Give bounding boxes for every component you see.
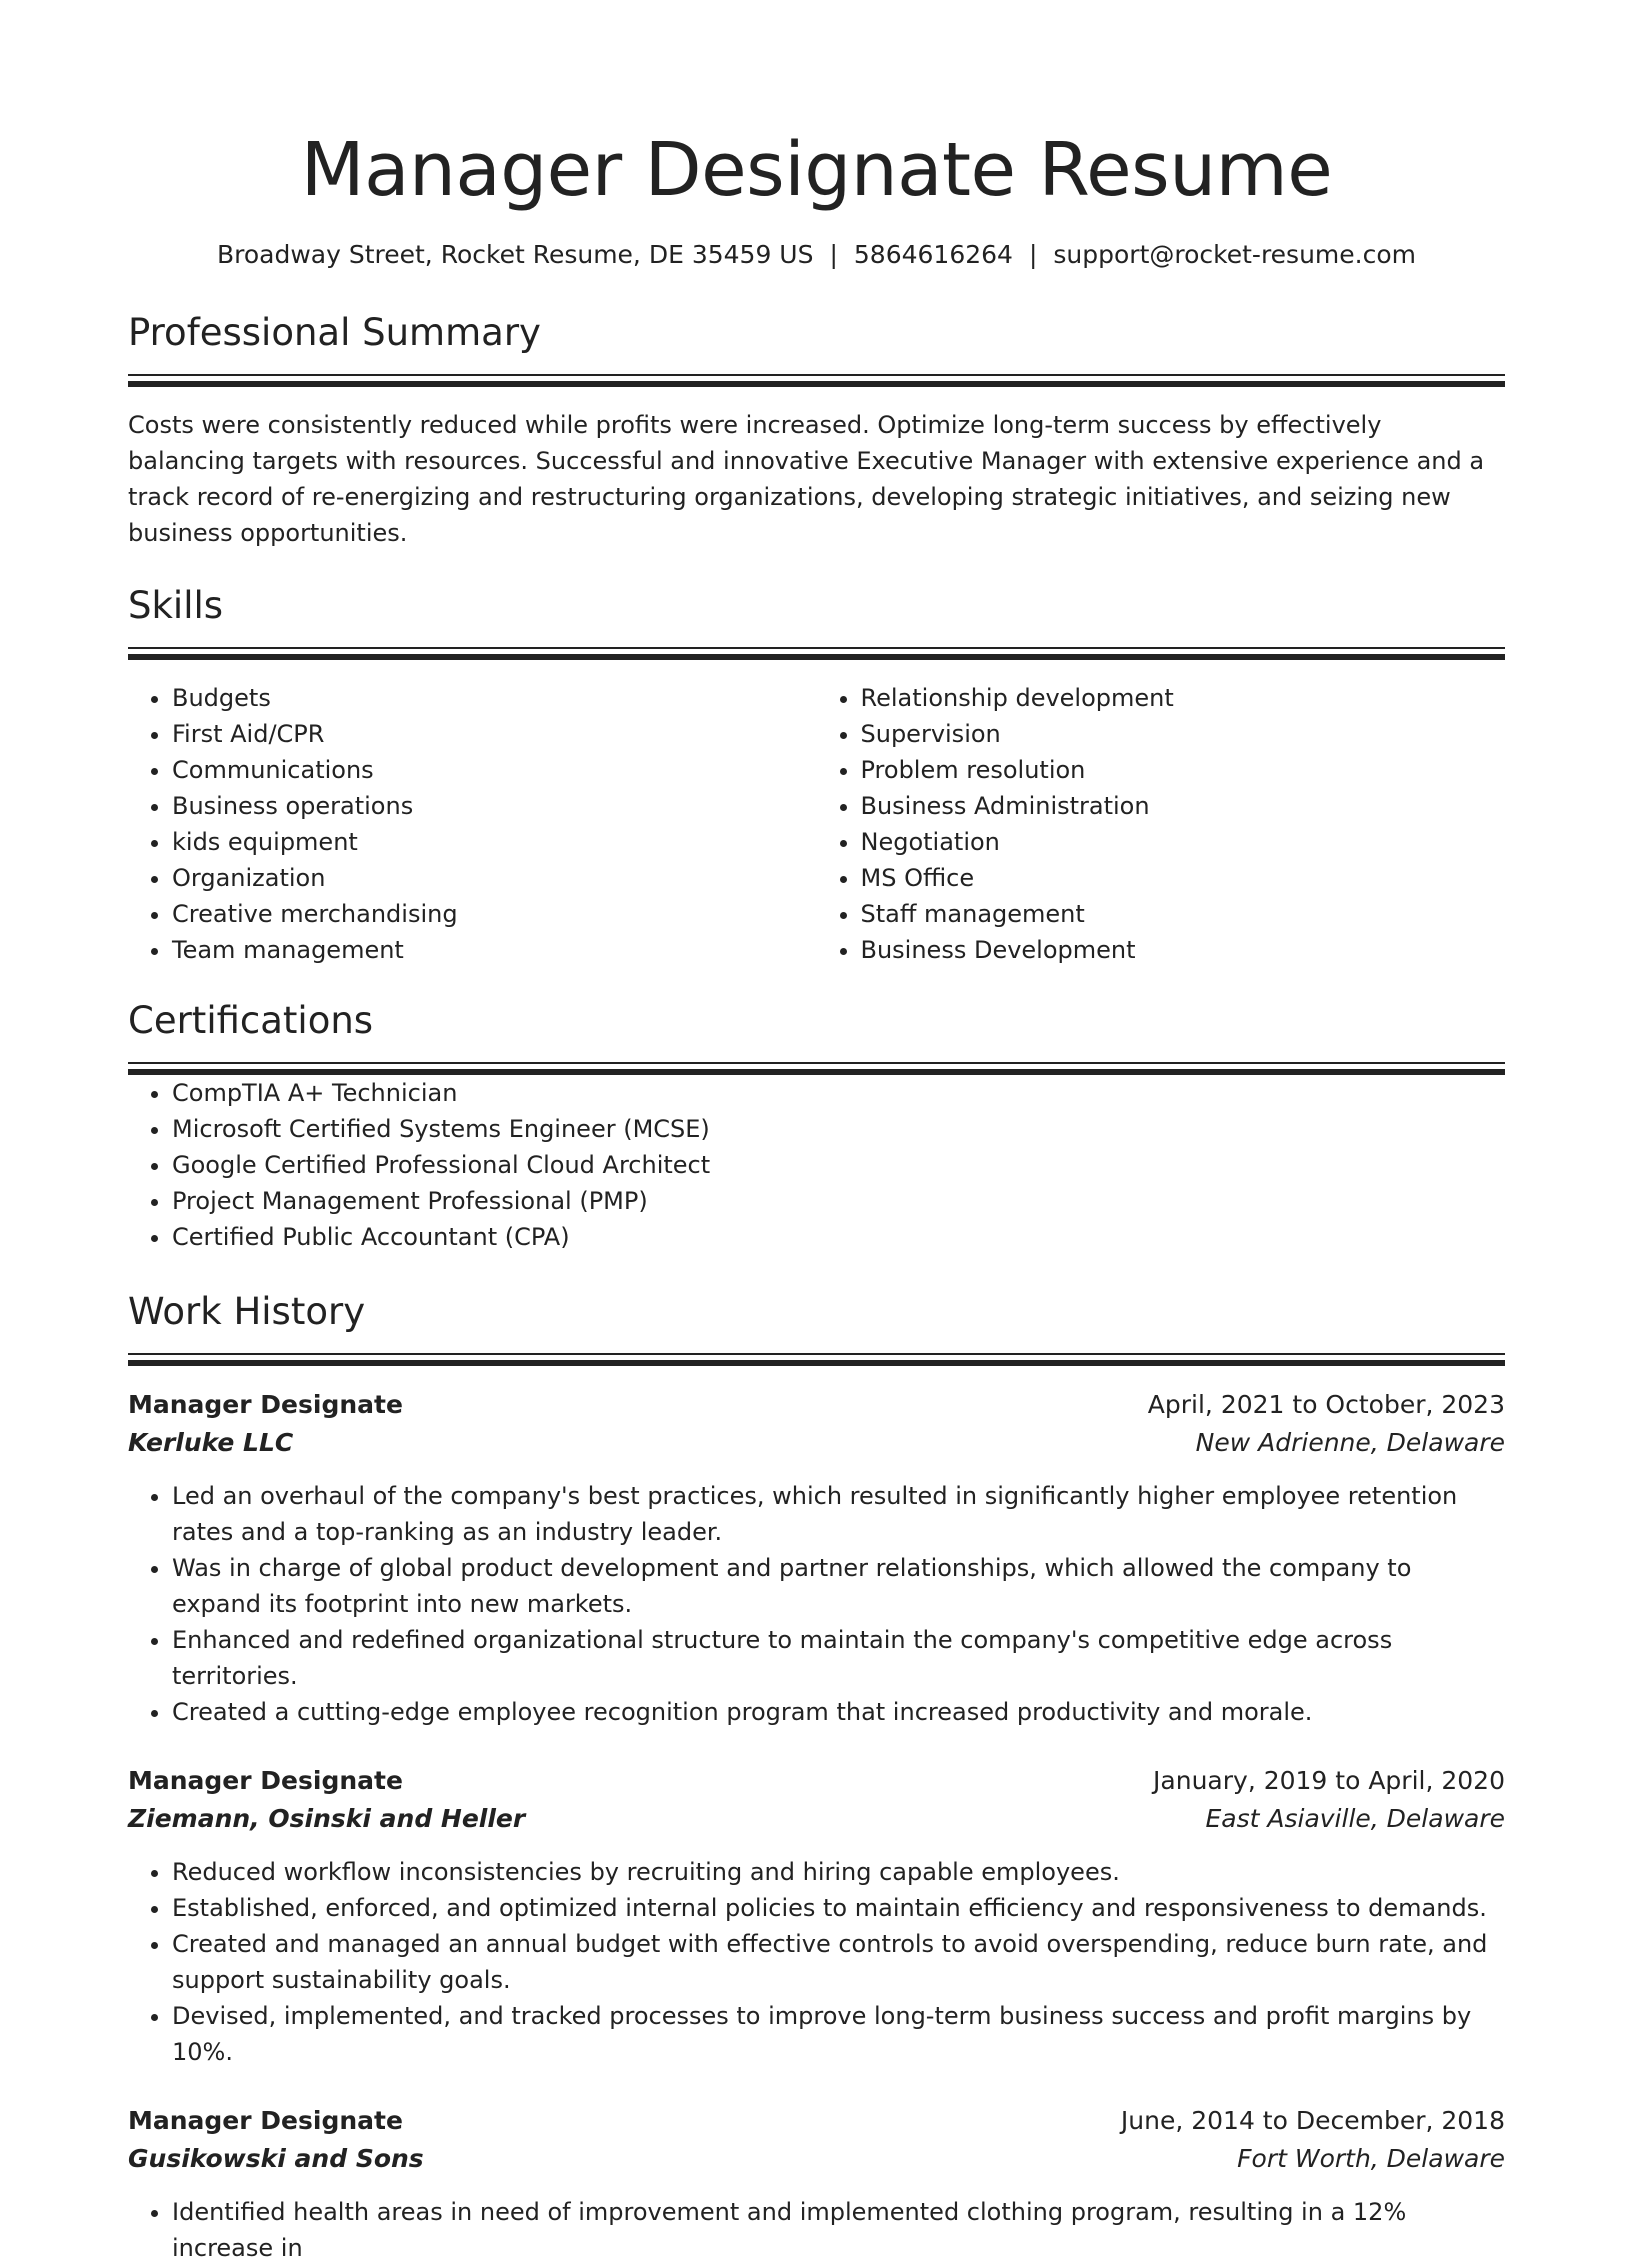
- list-item: • Google Certified Professional Cloud Architect: [172, 1147, 1505, 1183]
- job-header-row: [128, 2102, 1505, 2140]
- job-company: Kerluke LLC: [128, 1428, 294, 1457]
- skills-section: [128, 581, 1505, 968]
- job-entry: [128, 1762, 1505, 2070]
- job-entry: [128, 2102, 1505, 2266]
- list-item: • Identified health areas in need of improvement and implemented clothing program, resulting in a 12% increase in: [172, 2194, 1505, 2266]
- job-bullets: [128, 1478, 1505, 1730]
- list-item: • kids equipment: [172, 824, 817, 860]
- job-dates: April, 2021 to October, 2023: [1147, 1390, 1505, 1419]
- list-item: • Relationship development: [861, 680, 1506, 716]
- section-divider: [128, 374, 1505, 387]
- job-title: Manager Designate: [128, 2106, 403, 2135]
- contact-line: [128, 238, 1505, 272]
- work-history-section: [128, 1287, 1505, 2266]
- contact-separator: |: [1028, 240, 1038, 269]
- job-company: Gusikowski and Sons: [128, 2144, 424, 2173]
- job-entry: [128, 1386, 1505, 1730]
- job-dates: June, 2014 to December, 2018: [1120, 2106, 1505, 2135]
- summary-text: Costs were consistently reduced while profits were increased. Optimize long-term success by effectively balancing targets with resources. Successful and innovative Executive Manager with extensive experience and a track record of re-energizing and restructuring organizations, developing strategic initiatives, and seizing new business opportunities.: [128, 411, 1485, 547]
- list-item: • Budgets: [172, 680, 817, 716]
- list-item: • Negotiation: [861, 824, 1506, 860]
- contact-address: Broadway Street, Rocket Resume, DE 35459 US: [216, 240, 814, 269]
- job-title: Manager Designate: [128, 1390, 403, 1419]
- list-item: • Team management: [172, 932, 817, 968]
- list-item: • Devised, implemented, and tracked processes to improve long-term business success and profit margins by 10%.: [172, 1998, 1505, 2070]
- job-header-row: [128, 1386, 1505, 1424]
- job-company-row: [128, 1424, 1505, 1462]
- job-bullets: [128, 1854, 1505, 2070]
- list-item: • Business Administration: [861, 788, 1506, 824]
- skills-list: [128, 680, 817, 968]
- job-company: Ziemann, Osinski and Heller: [128, 1804, 526, 1833]
- section-heading: Work History: [128, 1290, 366, 1333]
- list-item: • First Aid/CPR: [172, 716, 817, 752]
- skills-grid: [128, 680, 1505, 968]
- list-item: • Created and managed an annual budget with effective controls to avoid overspending, reduce burn rate, and support sustainability goals.: [172, 1926, 1505, 1998]
- list-item: • Microsoft Certified Systems Engineer (MCSE): [172, 1111, 1505, 1147]
- list-item: • Problem resolution: [861, 752, 1506, 788]
- list-item: • Business operations: [172, 788, 817, 824]
- page-title: Manager Designate Resume: [300, 127, 1333, 213]
- section-heading: Professional Summary: [128, 311, 541, 354]
- list-item: • CompTIA A+ Technician: [172, 1075, 1505, 1111]
- job-location: Fort Worth, Delaware: [1237, 2144, 1505, 2173]
- list-item: • Creative merchandising: [172, 896, 817, 932]
- certifications-section: [128, 996, 1505, 1255]
- certifications-list: [128, 1075, 1505, 1255]
- list-item: • Certified Public Accountant (CPA): [172, 1219, 1505, 1255]
- list-item: • Led an overhaul of the company's best practices, which resulted in significantly higher employee retention rates and a top-ranking as an industry leader.: [172, 1478, 1505, 1550]
- list-item: • Staff management: [861, 896, 1506, 932]
- jobs-list: [128, 1386, 1505, 2266]
- job-bullets: [128, 2194, 1505, 2266]
- contact-email: support@rocket-resume.com: [1053, 240, 1417, 269]
- list-item: • Reduced workflow inconsistencies by recruiting and hiring capable employees.: [172, 1854, 1505, 1890]
- skills-column-left: [128, 680, 817, 968]
- section-divider: [128, 647, 1505, 660]
- job-company-row: [128, 1800, 1505, 1838]
- section-divider: [128, 1062, 1505, 1075]
- job-title: Manager Designate: [128, 1766, 403, 1795]
- section-heading: Certifications: [128, 999, 374, 1042]
- list-item: • Project Management Professional (PMP): [172, 1183, 1505, 1219]
- list-item: • MS Office: [861, 860, 1506, 896]
- resume-page: [128, 0, 1505, 2266]
- section-divider: [128, 1353, 1505, 1366]
- list-item: • Organization: [172, 860, 817, 896]
- list-item: • Was in charge of global product development and partner relationships, which allowed the company to expand its footprint into new markets.: [172, 1550, 1505, 1622]
- job-location: East Asiaville, Delaware: [1205, 1804, 1505, 1833]
- skills-column-right: [817, 680, 1506, 968]
- section-heading: Skills: [128, 584, 224, 627]
- job-location: New Adrienne, Delaware: [1195, 1428, 1505, 1457]
- contact-separator: |: [829, 240, 838, 269]
- job-header-row: [128, 1762, 1505, 1800]
- skills-list: [817, 680, 1506, 968]
- list-item: • Established, enforced, and optimized internal policies to maintain efficiency and responsiveness to demands.: [172, 1890, 1505, 1926]
- list-item: • Business Development: [861, 932, 1506, 968]
- contact-phone: 5864616264: [853, 240, 1013, 269]
- list-item: • Supervision: [861, 716, 1506, 752]
- list-item: • Enhanced and redefined organizational structure to maintain the company's competitive edge across territories.: [172, 1622, 1505, 1694]
- list-item: • Communications: [172, 752, 817, 788]
- list-item: • Created a cutting-edge employee recognition program that increased productivity and morale.: [172, 1694, 1505, 1730]
- job-company-row: [128, 2140, 1505, 2178]
- job-dates: January, 2019 to April, 2020: [1153, 1766, 1505, 1795]
- summary-section: [128, 308, 1505, 551]
